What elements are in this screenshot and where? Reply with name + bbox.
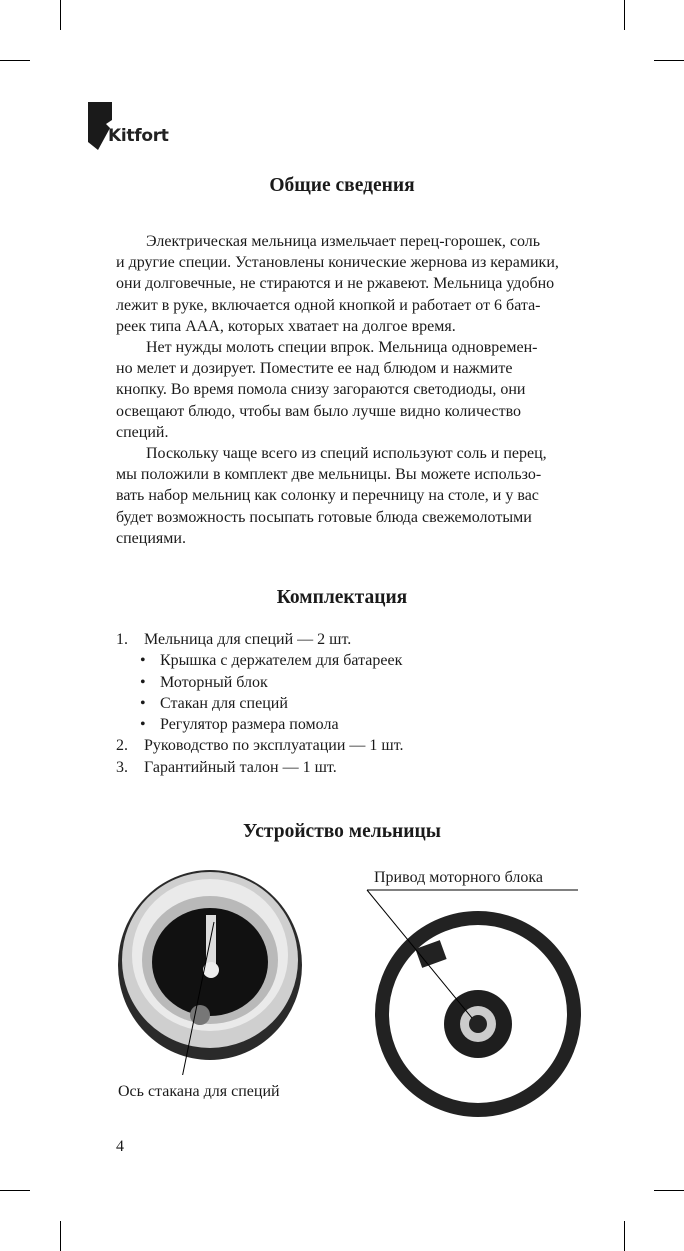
list-item bbox=[116, 735, 404, 756]
text-line: реек типа ААА, которых хватает на долгое время. bbox=[116, 317, 456, 335]
list-item bbox=[116, 650, 404, 671]
section-title-device: Устройство мельницы bbox=[243, 821, 441, 842]
text-line: будет возможность посыпать готовые блюда свежемолотыми bbox=[116, 508, 532, 526]
list-number: 2. bbox=[116, 737, 128, 755]
bullet: • bbox=[140, 652, 146, 670]
text-line: лежит в руке, включается одной кнопкой и работает от 6 бата- bbox=[116, 296, 541, 314]
list-item-text: Крышка с держателем для батареек bbox=[160, 652, 403, 670]
text-line: Нет нужды молоть специи впрок. Мельница одновремен- bbox=[146, 339, 538, 357]
list-item bbox=[116, 629, 404, 650]
bullet: • bbox=[140, 694, 146, 712]
text-line: и другие специи. Установлены конические жернова из керамики, bbox=[116, 254, 559, 272]
list-item bbox=[116, 693, 404, 714]
text-line: освещают блюдо, чтобы вам было лучше видно количество bbox=[116, 402, 522, 420]
text-line: кнопку. Во время помола снизу загораются светодиоды, они bbox=[116, 381, 526, 399]
text-line: специями. bbox=[116, 529, 186, 547]
text-line: Поскольку чаще всего из специй используют соль и перец, bbox=[146, 445, 547, 463]
list-number: 1. bbox=[116, 631, 128, 648]
list-item bbox=[116, 672, 404, 693]
list-item-text: Руководство по эксплуатации — 1 шт. bbox=[144, 737, 404, 755]
crop-mark bbox=[624, 0, 625, 30]
crop-mark bbox=[60, 0, 61, 30]
text-line: Электрическая мельница измельчает перец-горошек, соль bbox=[146, 233, 541, 250]
page-number: 4 bbox=[116, 1138, 124, 1155]
list-number: 3. bbox=[116, 758, 128, 776]
general-text bbox=[116, 231, 586, 549]
crop-mark bbox=[0, 1190, 30, 1191]
crop-mark bbox=[654, 60, 684, 61]
list-item bbox=[116, 757, 404, 778]
section-title-general: Общие сведения bbox=[269, 175, 415, 196]
caption-cup-axis: Ось стакана для специй bbox=[118, 1083, 280, 1100]
motor-unit-photo bbox=[360, 886, 585, 1118]
section-title-contents: Комплектация bbox=[276, 587, 408, 608]
text-line: они долговечные, не стираются и не ржавеют. Мельница удобно bbox=[116, 275, 555, 293]
text-line: вать набор мельниц как солонку и перечницу на столе, и у вас bbox=[116, 487, 539, 505]
crop-mark bbox=[654, 1190, 684, 1191]
bullet: • bbox=[140, 716, 146, 734]
list-item-text: Стакан для специй bbox=[160, 694, 288, 712]
brand-logo-text: Kitfort bbox=[108, 126, 169, 146]
list-item-text: Регулятор размера помола bbox=[160, 716, 339, 734]
list-item bbox=[116, 714, 404, 735]
bullet: • bbox=[140, 673, 146, 691]
list-item-text: Гарантийный талон — 1 шт. bbox=[144, 758, 337, 776]
text-line: специй. bbox=[116, 423, 169, 441]
list-item-text: Мельница для специй — 2 шт. bbox=[144, 631, 352, 648]
text-line: но мелет и дозирует. Поместите ее над блюдом и нажмите bbox=[116, 360, 513, 378]
caption-motor-drive: Привод моторного блока bbox=[374, 869, 544, 886]
spice-cup-photo bbox=[110, 860, 315, 1075]
crop-mark bbox=[0, 60, 30, 61]
list-item-text: Моторный блок bbox=[160, 673, 268, 691]
crop-mark bbox=[624, 1221, 625, 1251]
text-line: мы положили в комплект две мельницы. Вы можете использо- bbox=[116, 466, 542, 484]
crop-mark bbox=[60, 1221, 61, 1251]
contents-list bbox=[116, 629, 404, 778]
